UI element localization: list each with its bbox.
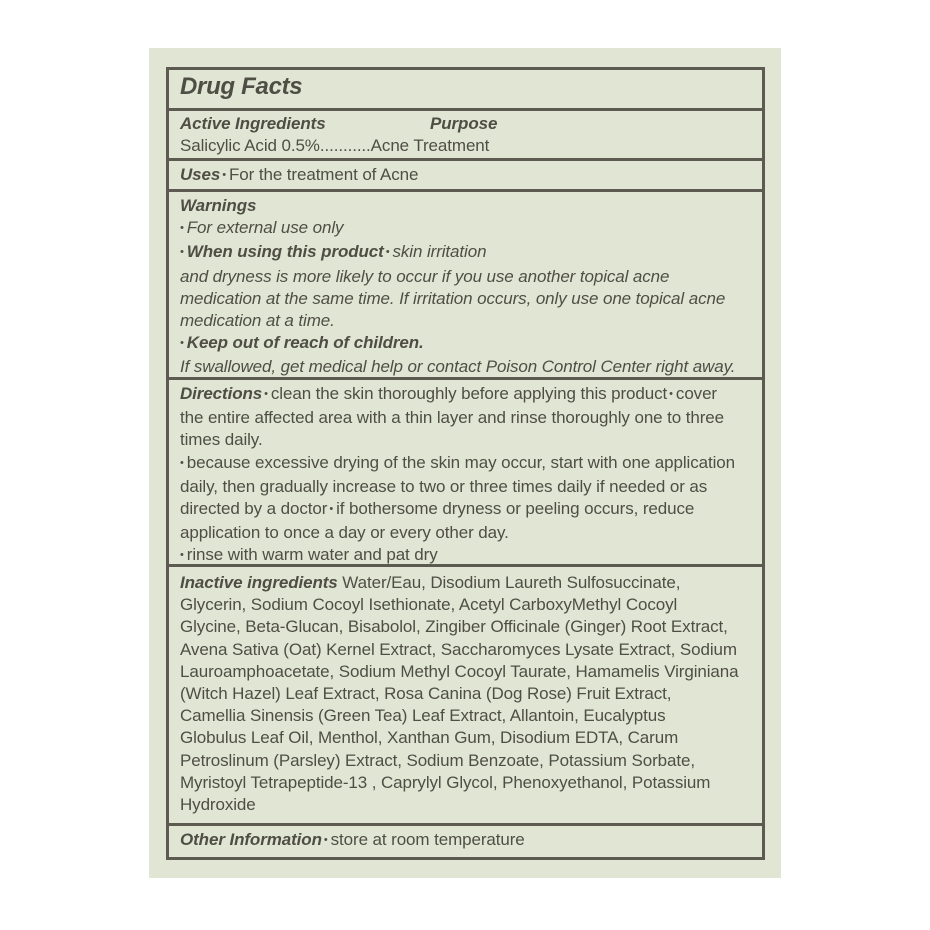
directions-text: daily, then gradually increase to two or three times daily if needed or as xyxy=(180,476,708,496)
bullet-icon: • xyxy=(180,337,184,350)
bullet-icon: • xyxy=(323,834,328,846)
active-ingredient-row: Salicylic Acid 0.5%...........Acne Treatment xyxy=(180,136,490,156)
inactive-ingredients-section xyxy=(169,564,762,824)
directions-text: cover xyxy=(675,384,717,403)
active-ingredients-section xyxy=(169,108,762,160)
bullet-icon: • xyxy=(180,246,184,259)
title-section xyxy=(169,70,762,110)
directions-text: clean the skin thoroughly before applying this product xyxy=(270,384,668,403)
bullet-icon: • xyxy=(222,169,227,181)
directions-text: times daily. xyxy=(180,430,263,450)
directions-text: the entire affected area with a thin layer and rinse thoroughly one to three xyxy=(180,408,724,428)
uses-section xyxy=(169,158,762,191)
warnings-section xyxy=(169,189,762,378)
when-using-text: medication at a time. xyxy=(180,311,335,331)
inactive-ingredients-text: Water/Eau, Disodium Laureth Sulfosuccinate, xyxy=(342,573,681,592)
bullet-icon: • xyxy=(385,246,390,259)
other-information-heading: Other Information xyxy=(180,830,322,849)
inactive-ingredients-text: Globulus Leaf Oil, Menthol, Xanthan Gum, Disodium EDTA, Carum xyxy=(180,728,679,748)
when-using-heading: When using this product xyxy=(186,242,384,262)
inactive-ingredients-text: Glycerin, Sodium Cocoyl Isethionate, Acetyl CarboxyMethyl Cocoyl xyxy=(180,595,678,615)
directions-text: if bothersome dryness or peeling occurs, reduce xyxy=(336,499,695,519)
drug-facts-label xyxy=(149,48,781,878)
active-ingredients-heading: Active Ingredients xyxy=(180,114,326,133)
when-using-text: skin irritation xyxy=(392,242,487,262)
purpose-heading: Purpose xyxy=(430,114,498,133)
directions-text: application to once a day or every other day. xyxy=(180,523,509,543)
directions-text: rinse with warm water and pat dry xyxy=(186,545,438,565)
inactive-ingredients-text: Lauroamphoacetate, Sodium Methyl Cocoyl Taurate, Hamamelis Virginiana xyxy=(180,661,739,681)
drug-facts-frame xyxy=(166,67,765,860)
swallowed-text: If swallowed, get medical help or contact Poison Control Center right away. xyxy=(180,357,736,377)
bullet-icon: • xyxy=(669,388,673,400)
other-information-text: store at room temperature xyxy=(330,830,525,849)
directions-heading: Directions xyxy=(180,384,263,403)
external-use-text: For external use only xyxy=(186,218,344,238)
uses-heading: Uses xyxy=(180,165,221,184)
bullet-icon: • xyxy=(180,456,184,469)
directions-section xyxy=(169,377,762,564)
keep-out-heading: Keep out of reach of children. xyxy=(186,333,424,353)
bullet-icon: • xyxy=(180,222,184,235)
bullet-icon: • xyxy=(264,388,268,400)
bullet-icon: • xyxy=(180,549,184,562)
warnings-heading: Warnings xyxy=(180,196,257,215)
inactive-ingredients-text: Petroslinum (Parsley) Extract, Sodium Benzoate, Potassium Sorbate, xyxy=(180,750,695,770)
inactive-ingredients-text: Camellia Sinensis (Green Tea) Leaf Extract, Allantoin, Eucalyptus xyxy=(180,706,666,726)
inactive-ingredients-text: (Witch Hazel) Leaf Extract, Rosa Canina (Dog Rose) Fruit Extract, xyxy=(180,684,672,704)
inactive-ingredients-text: Hydroxide xyxy=(180,795,256,815)
when-using-text: medication at the same time. If irritation occurs, only use one topical acne xyxy=(180,288,726,308)
bullet-icon: • xyxy=(329,503,334,516)
other-information-section xyxy=(169,823,762,857)
inactive-ingredients-text: Myristoyl Tetrapeptide-13 , Caprylyl Glycol, Phenoxyethanol, Potassium xyxy=(180,772,711,792)
uses-text: For the treatment of Acne xyxy=(229,165,419,184)
directions-text: because excessive drying of the skin may occur, start with one application xyxy=(186,452,735,472)
directions-text: directed by a doctor xyxy=(180,499,328,519)
inactive-ingredients-heading: Inactive ingredients xyxy=(180,573,338,592)
inactive-ingredients-text: Avena Sativa (Oat) Kernel Extract, Saccharomyces Lysate Extract, Sodium xyxy=(180,639,737,659)
drug-facts-title: Drug Facts xyxy=(180,73,303,100)
inactive-ingredients-text: Glycine, Beta-Glucan, Bisabolol, Zingiber Officinale (Ginger) Root Extract, xyxy=(180,617,728,637)
when-using-text: and dryness is more likely to occur if you use another topical acne xyxy=(180,266,670,286)
